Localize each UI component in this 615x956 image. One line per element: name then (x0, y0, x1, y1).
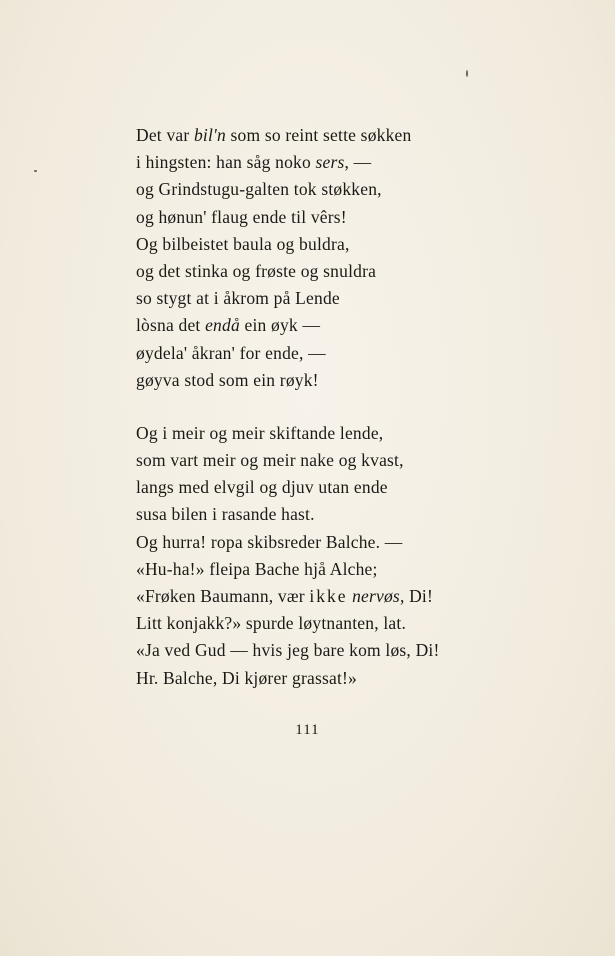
poem-line (136, 340, 486, 367)
line-segment: og hønun' flaug ende til vêrs! (136, 206, 347, 227)
line-segment: langs med elvgil og djuv utan ende (136, 477, 388, 498)
line-segment: endå (205, 315, 240, 336)
line-segment: so stygt at i åkrom på Lende (136, 288, 340, 309)
line-segment: susa bilen i rasande hast. (136, 504, 315, 525)
poem-line (136, 420, 486, 447)
line-segment: ein øyk — (239, 315, 321, 336)
poem-line (136, 665, 486, 692)
poem-line (136, 149, 486, 176)
poem-line (136, 610, 486, 637)
line-segment: og Grindstugu-galten tok støkken, (136, 179, 382, 200)
poem-line (136, 312, 486, 339)
poem-line (136, 204, 486, 231)
poem-line (136, 529, 486, 556)
line-segment: , — (344, 152, 372, 173)
line-segment: Og bilbeistet baula og buldra, (136, 233, 350, 254)
poem-line (136, 583, 486, 610)
line-segment: Litt konjakk?» spurde løytnanten, lat. (136, 613, 407, 634)
paper-speck (466, 70, 468, 77)
line-segment: «Frøken Baumann, vær (136, 586, 310, 606)
poem-line (136, 447, 486, 474)
poem (136, 122, 486, 692)
line-segment: Hr. Balche, Di kjører grassat!» (136, 667, 357, 688)
line-segment: bil'n (193, 125, 226, 145)
poem-line (136, 285, 486, 312)
line-segment: som vart meir og meir nake og kvast, (136, 450, 404, 471)
line-segment: «Hu-ha!» fleipa Bache hjå Alche; (136, 558, 378, 579)
line-segment: Og i meir og meir skiftande lende, (136, 422, 384, 443)
poem-line (136, 474, 486, 501)
poem-line (136, 367, 486, 394)
line-segment: nervøs (352, 586, 400, 606)
line-segment: Og hurra! ropa skibsreder Balche. — (136, 531, 403, 552)
line-segment: som so reint sette søkken (225, 125, 412, 145)
line-segment: og det stinka og frøste og snuldra (136, 260, 377, 281)
page-number: 111 (295, 722, 320, 738)
line-segment: Det var (136, 125, 194, 145)
line-segment: i hingsten: han såg noko (136, 152, 316, 173)
poem-line (136, 637, 486, 664)
line-segment: øydela' åkran' for ende, — (136, 342, 326, 363)
poem-line (136, 231, 486, 258)
stanza (136, 420, 486, 692)
line-segment: sers (315, 152, 345, 173)
line-segment: , Di! (399, 586, 434, 606)
paper-speck (34, 170, 37, 172)
line-segment: ikke (309, 586, 348, 606)
poem-line (136, 556, 486, 583)
line-segment: gøyva stod som ein røyk! (136, 369, 319, 390)
poem-line (136, 501, 486, 528)
line-segment: lòsna det (136, 315, 206, 336)
stanza (136, 122, 486, 394)
poem-line (136, 258, 486, 285)
poem-line (136, 122, 486, 149)
poem-line (136, 176, 486, 203)
line-segment: «Ja ved Gud — hvis jeg bare kom løs, Di! (136, 640, 440, 661)
